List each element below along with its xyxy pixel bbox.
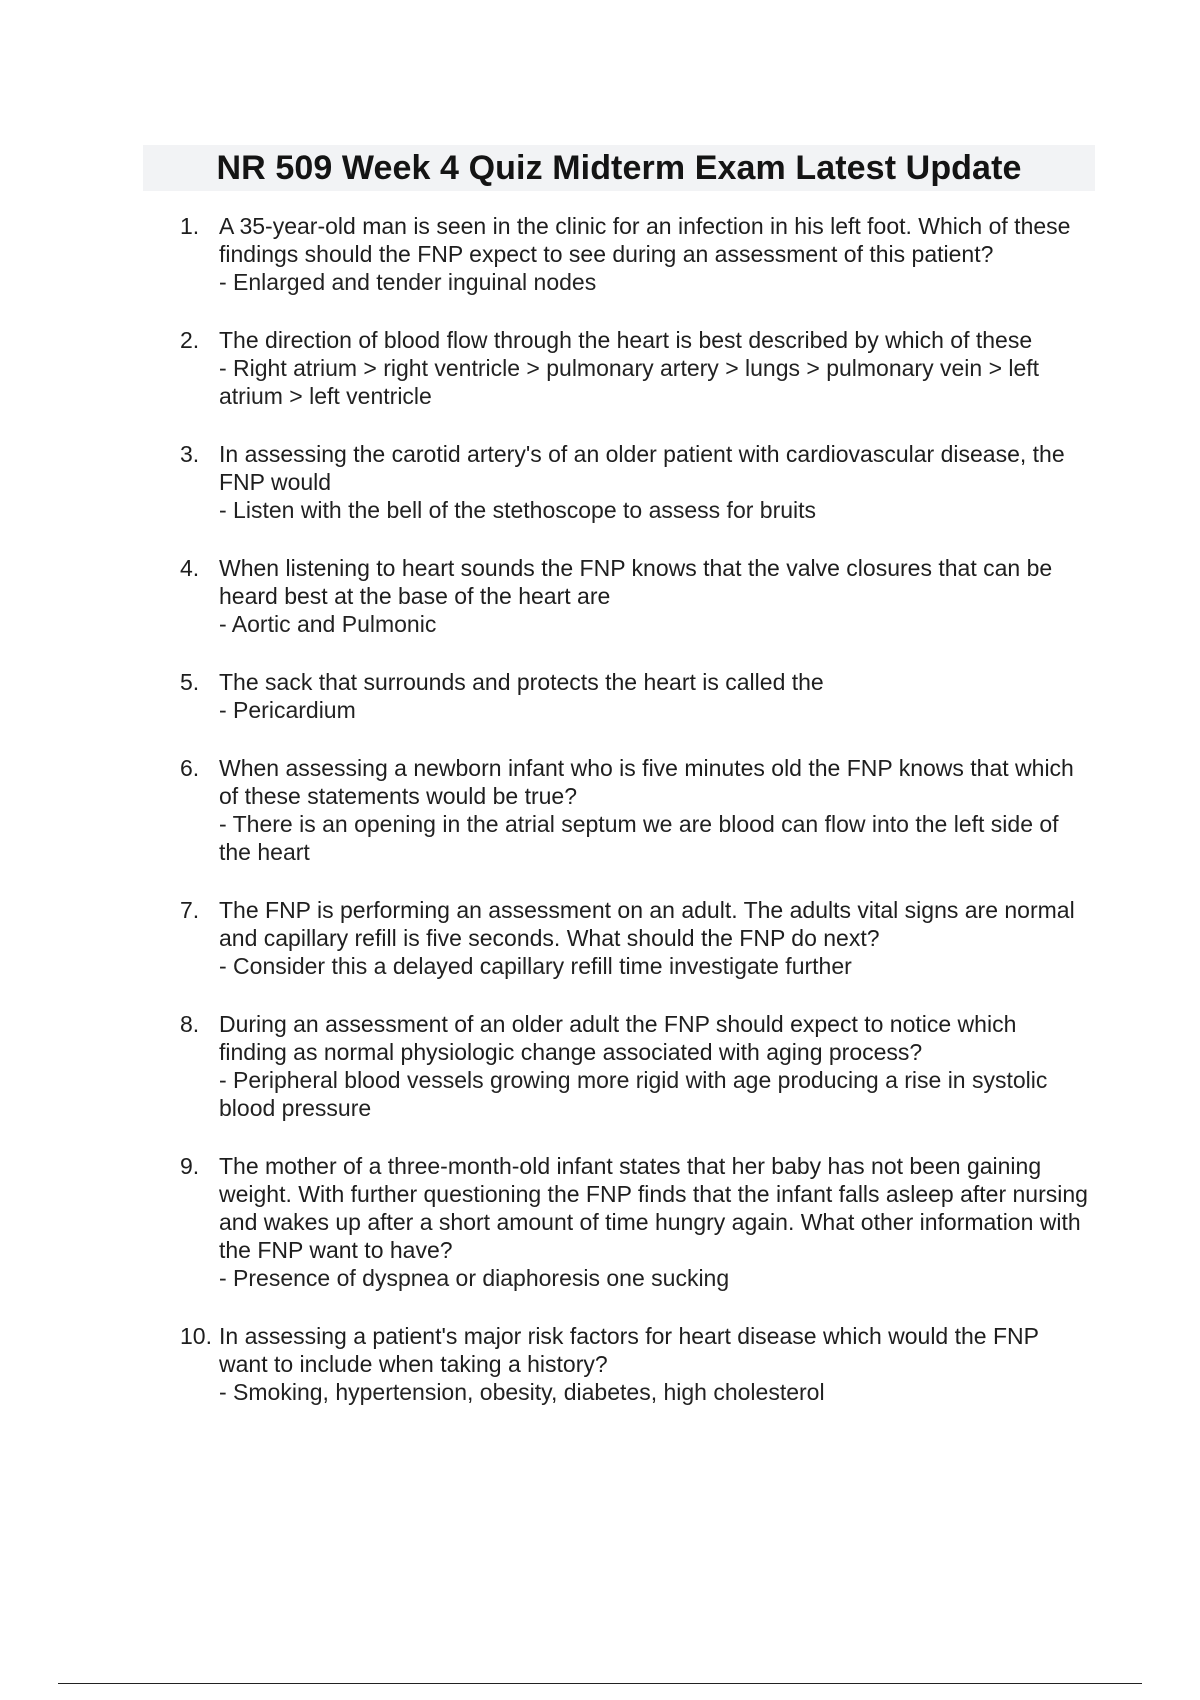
question-text: During an assessment of an older adult the FNP should expect to notice which finding as normal physiologic change associated with aging process? [219,1011,1017,1065]
question-item [180,1010,1090,1122]
question-number: 5. [180,669,200,695]
question-number: 10. [180,1323,212,1349]
answer-text: - Enlarged and tender inguinal nodes [219,269,597,295]
answer-text: - Consider this a delayed capillary refill time investigate further [219,953,852,979]
question-item [180,554,1090,638]
answer-text: - Presence of dyspnea or diaphoresis one sucking [219,1265,730,1291]
question-list [180,212,1090,1436]
question-item [180,668,1090,724]
question-text: The direction of blood flow through the heart is best described by which of these [219,327,1033,353]
question-text: In assessing a patient's major risk factors for heart disease which would the FNP want to include when taking a history? [219,1323,1039,1377]
question-text: A 35-year-old man is seen in the clinic for an infection in his left foot. Which of these findings should the FNP expect to see during an assessment of this patient? [219,213,1071,267]
question-number: 6. [180,755,200,781]
question-number: 1. [180,213,200,239]
answer-text: - Peripheral blood vessels growing more rigid with age producing a rise in systolic blood pressure [219,1067,1048,1121]
question-number: 9. [180,1153,200,1179]
question-text: When assessing a newborn infant who is five minutes old the FNP knows that which of these statements would be true? [219,755,1074,809]
question-item [180,326,1090,410]
question-item [180,1152,1090,1292]
question-item [180,896,1090,980]
title-banner [143,145,1095,191]
question-number: 2. [180,327,200,353]
question-item [180,1322,1090,1406]
answer-text: - Right atrium > right ventricle > pulmonary artery > lungs > pulmonary vein > left atrium > left ventricle [219,355,1040,409]
answer-text: - There is an opening in the atrial septum we are blood can flow into the left side of the heart [219,811,1059,865]
question-text: The FNP is performing an assessment on an adult. The adults vital signs are normal and capillary refill is five seconds. What should the FNP do next? [219,897,1075,951]
question-item [180,212,1090,296]
answer-text: - Pericardium [219,697,356,723]
answer-text: - Listen with the bell of the stethoscope to assess for bruits [219,497,817,523]
answer-text: - Aortic and Pulmonic [219,611,437,637]
answer-text: - Smoking, hypertension, obesity, diabetes, high cholesterol [219,1379,825,1405]
question-text: When listening to heart sounds the FNP knows that the valve closures that can be heard best at the base of the heart are [219,555,1053,609]
question-text: The sack that surrounds and protects the heart is called the [219,669,824,695]
question-text: The mother of a three-month-old infant states that her baby has not been gaining weight. With further questioning the FNP finds that the infant falls asleep after nursing and wakes up after a short amount of time hungry again. What other information with the FNP want to have? [219,1153,1088,1263]
question-number: 4. [180,555,200,581]
question-number: 7. [180,897,200,923]
question-number: 8. [180,1011,200,1037]
question-item [180,440,1090,524]
question-item [180,754,1090,866]
question-text: In assessing the carotid artery's of an older patient with cardiovascular disease, the FNP would [219,441,1065,495]
bottom-divider [58,1683,1142,1684]
question-number: 3. [180,441,200,467]
page-title: NR 509 Week 4 Quiz Midterm Exam Latest Update [216,148,1022,187]
